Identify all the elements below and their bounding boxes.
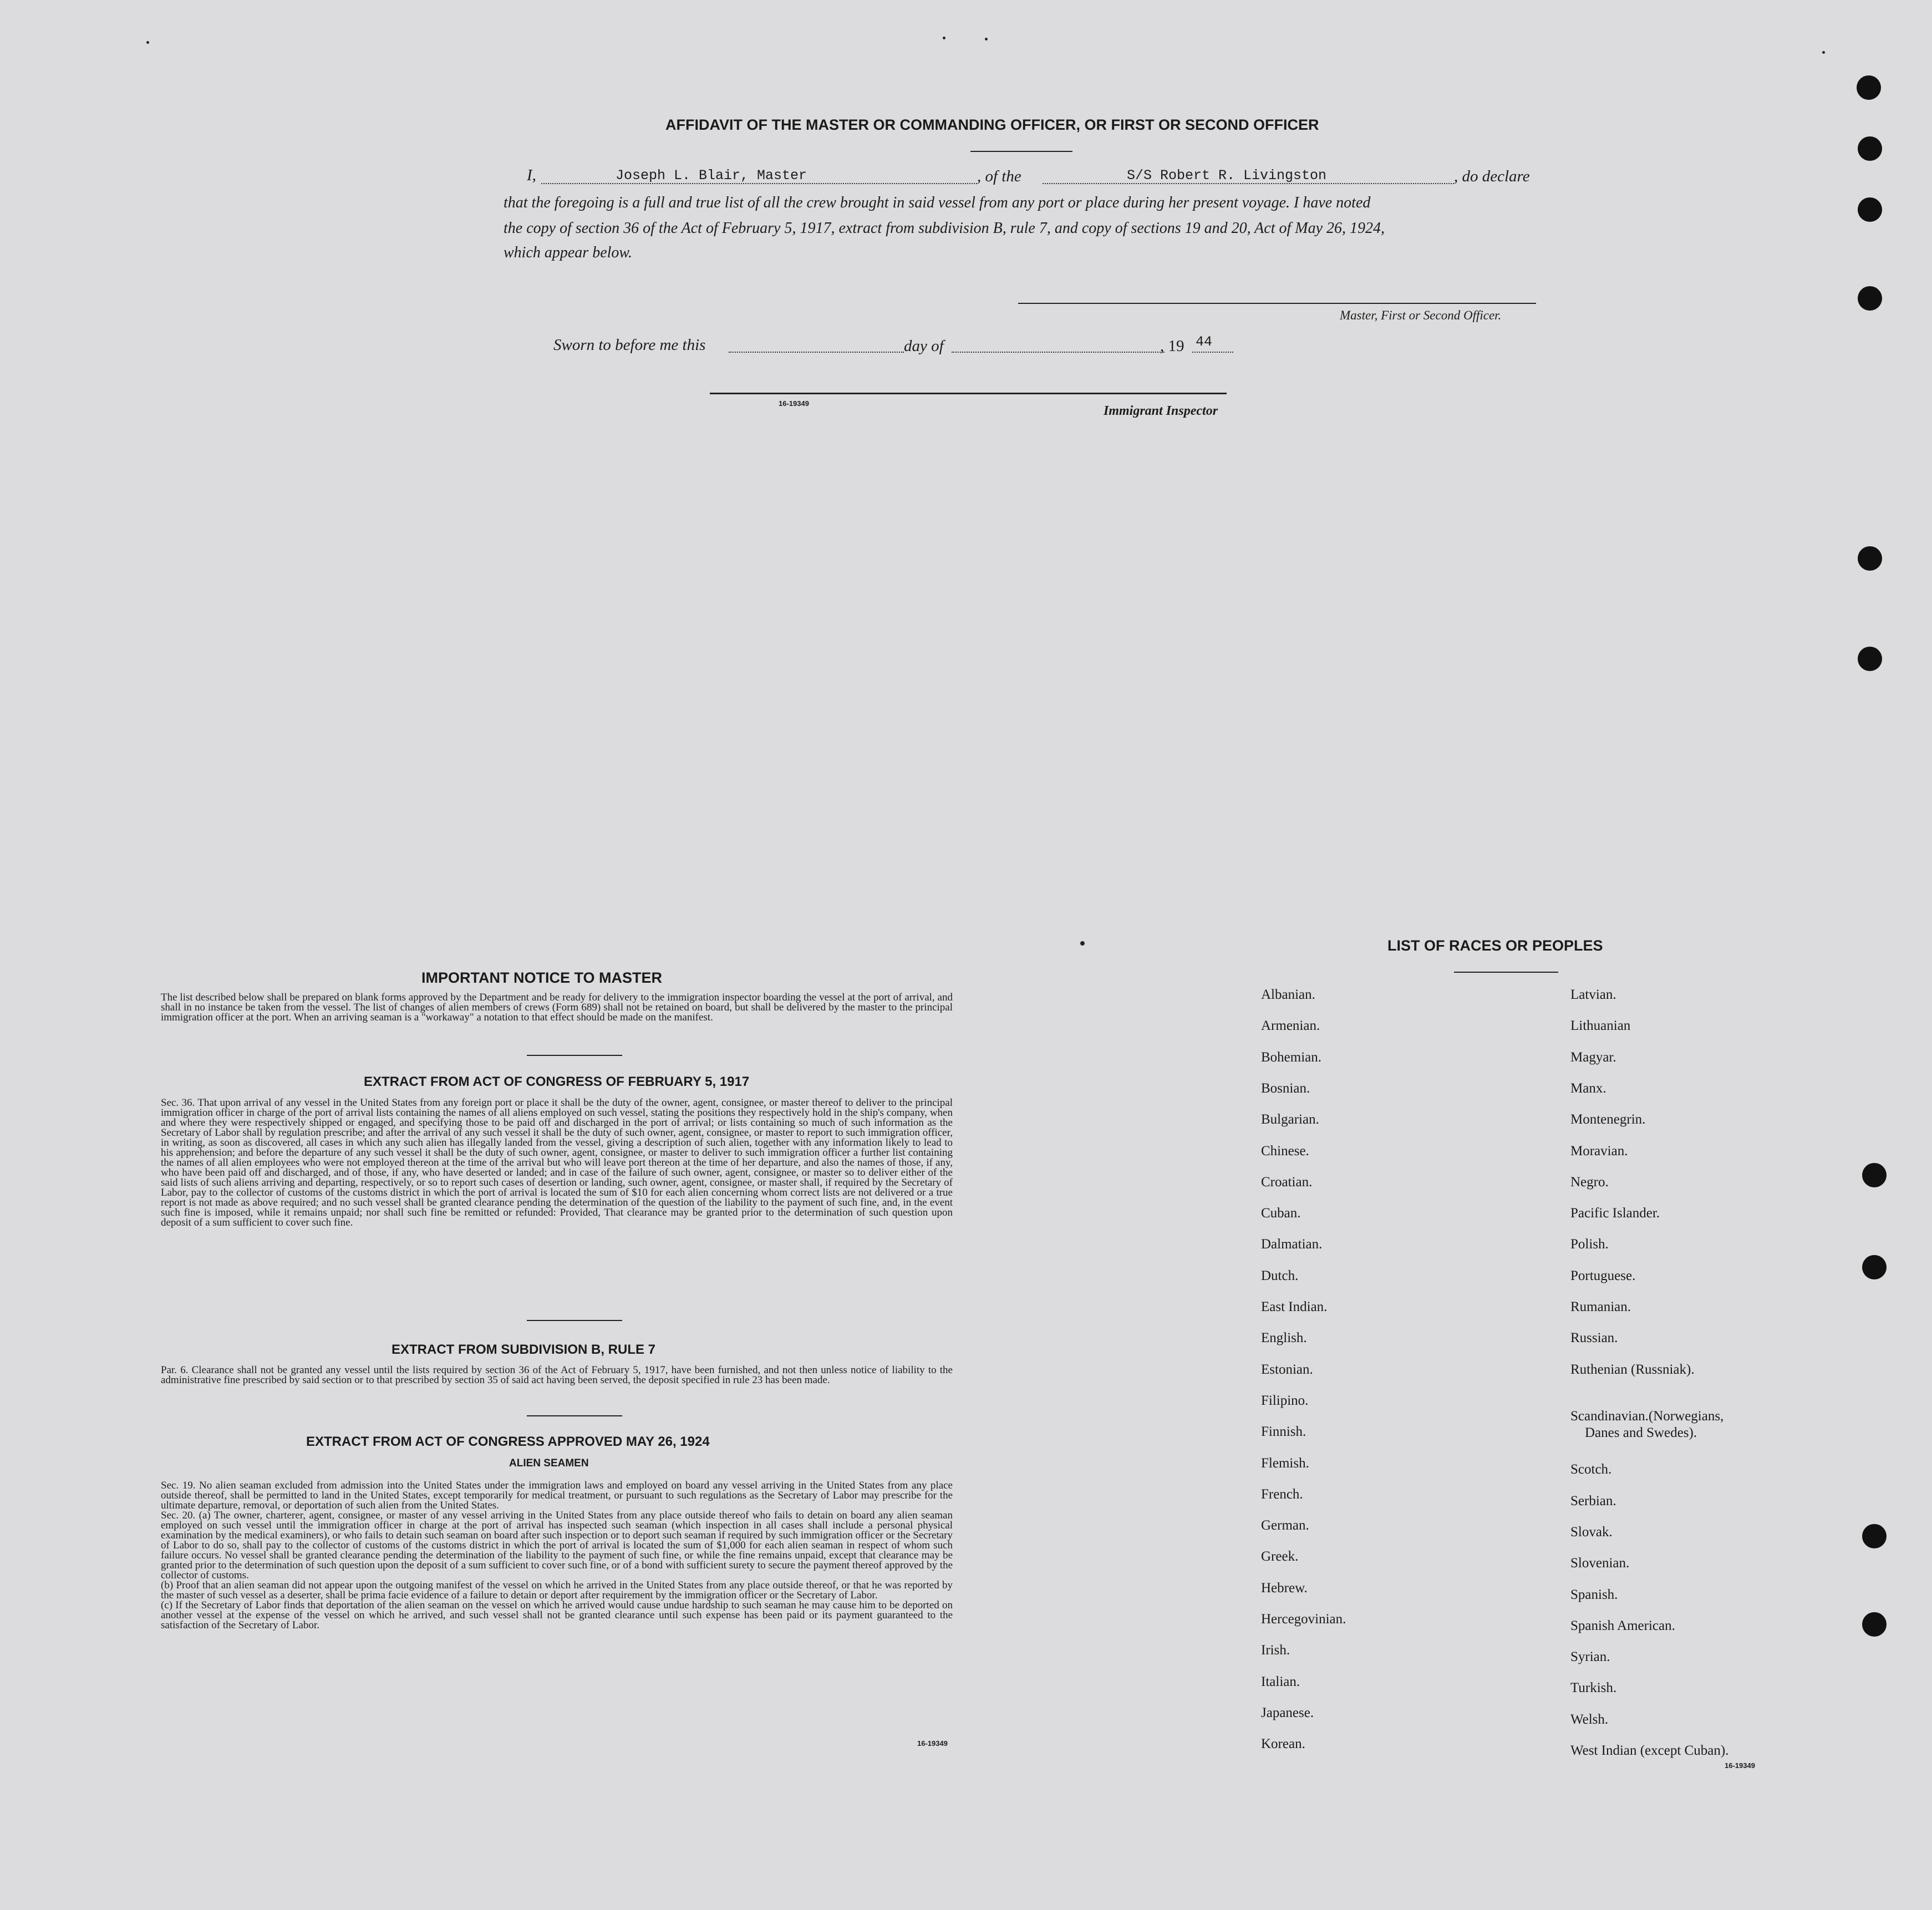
race-item: English.: [1261, 1330, 1307, 1345]
notice-title: IMPORTANT NOTICE TO MASTER: [421, 969, 662, 986]
extract-1917-divider: [527, 1320, 622, 1321]
race-item: Italian.: [1261, 1674, 1300, 1689]
race-item: Ruthenian (Russniak).: [1570, 1362, 1695, 1377]
race-item: Armenian.: [1261, 1018, 1320, 1033]
speck: [1822, 51, 1825, 54]
race-item: Albanian.: [1261, 987, 1315, 1002]
race-item: Finnish.: [1261, 1424, 1306, 1439]
speck: [985, 38, 988, 40]
inspector-caption: Immigrant Inspector: [1104, 404, 1218, 418]
race-item: Turkish.: [1570, 1680, 1617, 1695]
extract-1924-title: EXTRACT FROM ACT OF CONGRESS APPROVED MAY 26, 1924: [306, 1434, 710, 1449]
punch-hole: [1858, 647, 1882, 671]
inspector-signature-line[interactable]: [710, 393, 1227, 394]
sec-20b: (b) Proof that an alien seaman did not appear upon the outgoing manifest of the vessel on which he arrived in the United States from any place outside thereof, or that he was reported by the master of such vessel as a deserter, shall be prima facie evidence of a failure to detain or deport after requirement by the immigration officer or the Secretary of Labor.: [161, 1579, 953, 1601]
extract-rule7-body: Par. 6. Clearance shall not be granted any vessel until the lists required by section 36 of the Act of February 5, 1917, have been furnished, and not then unless notice of liability to the administrative fine prescribed by said section or to that prescribed by section 35 of said act having been served, the deposit specified in rule 23 has been made.: [161, 1364, 953, 1386]
punch-hole: [1862, 1524, 1887, 1548]
sworn-label: Sworn to before me this: [553, 336, 706, 354]
race-item: Filipino.: [1261, 1393, 1309, 1408]
races-divider: [1454, 972, 1558, 973]
race-item: Polish.: [1570, 1237, 1609, 1252]
race-item: Pacific Islander.: [1570, 1206, 1660, 1221]
race-item: Bohemian.: [1261, 1050, 1322, 1065]
affidavit-line4: which appear below.: [504, 244, 633, 261]
race-item: Estonian.: [1261, 1362, 1313, 1377]
extract-1924-body: [161, 1481, 953, 1630]
race-item: Flemish.: [1261, 1456, 1309, 1471]
affidavit-line2: that the foregoing is a full and true list of all the crew brought in said vessel from any port or place during her present voyage. I have noted: [504, 194, 1371, 211]
races-title: LIST OF RACES OR PEOPLES: [1387, 937, 1603, 954]
year-prefix: , 19: [1160, 337, 1184, 355]
race-item: Chinese.: [1261, 1144, 1309, 1159]
race-item: Danes and Swedes).: [1585, 1425, 1697, 1440]
affidavit-title: AFFIDAVIT OF THE MASTER OR COMMANDING OFFICER, OR FIRST OR SECOND OFFICER: [665, 116, 1319, 133]
extract-1917-title: EXTRACT FROM ACT OF CONGRESS OF FEBRUARY 5, 1917: [364, 1074, 750, 1089]
race-item: Dalmatian.: [1261, 1237, 1323, 1252]
race-item: Portuguese.: [1570, 1268, 1636, 1283]
do-declare-label: , do declare: [1454, 167, 1530, 185]
extract-form-number: 16-19349: [917, 1739, 948, 1748]
race-item: Spanish.: [1570, 1587, 1618, 1602]
race-item: Japanese.: [1261, 1705, 1314, 1720]
race-item: East Indian.: [1261, 1299, 1328, 1314]
punch-hole: [1862, 1163, 1887, 1187]
race-item: French.: [1261, 1487, 1303, 1502]
race-item: Korean.: [1261, 1736, 1305, 1751]
extract-rule7-title: EXTRACT FROM SUBDIVISION B, RULE 7: [392, 1342, 656, 1357]
punch-hole: [1857, 75, 1881, 100]
race-item: Hebrew.: [1261, 1581, 1308, 1596]
speck: [943, 37, 945, 39]
notice-body: The list described below shall be prepared on blank forms approved by the Department and be ready for delivery to the immigration inspector boarding the vessel at the port of arrival, and shall in no instance be taken from the vessel. The list of changes of alien members of crews (Form 689) shall not be retained on board, but shall be delivered by the master to the principal immigration officer at the port. When an arriving seaman is a "workaway" a notation to that effect should be made on the manifest.: [161, 992, 953, 1023]
race-item: Greek.: [1261, 1549, 1299, 1564]
affidavit-line3: the copy of section 36 of the Act of February 5, 1917, extract from subdivision B, rule 7, and copy of sections 19 and 20, Act of May 26, 1924,: [504, 220, 1385, 237]
punch-hole: [1862, 1255, 1887, 1279]
race-item: Slovenian.: [1570, 1556, 1630, 1571]
race-item: Scotch.: [1570, 1462, 1612, 1477]
race-item: Bosnian.: [1261, 1081, 1310, 1096]
vessel-name-value: S/S Robert R. Livingston: [1127, 167, 1327, 184]
signature-line[interactable]: [1018, 303, 1536, 304]
race-item: Croatian.: [1261, 1175, 1313, 1190]
speck: [146, 41, 149, 44]
speck: [1080, 941, 1085, 946]
extract-1924-subtitle: ALIEN SEAMEN: [509, 1457, 589, 1469]
punch-hole: [1858, 546, 1882, 571]
master-name-value: Joseph L. Blair, Master: [616, 167, 807, 184]
race-item: Hercegovinian.: [1261, 1612, 1346, 1627]
race-item: Welsh.: [1570, 1712, 1609, 1727]
i-label: I,: [527, 166, 536, 184]
punch-hole: [1862, 1612, 1887, 1637]
race-item: Latvian.: [1570, 987, 1616, 1002]
race-item: Scandinavian.(Norwegians,: [1570, 1409, 1724, 1424]
race-item: Bulgarian.: [1261, 1112, 1319, 1127]
sec-20c: (c) If the Secretary of Labor finds that deportation of the alien seaman on the vessel on which he arrived would cause undue hardship to such seaman he may cause him to be deported on another vessel at the expense of the vessel on which he arrived, and such vessel shall not be granted clearance until such expense has been paid or its payment guaranteed to the satisfaction of the Secretary of Labor.: [161, 1599, 953, 1631]
race-item: Moravian.: [1570, 1144, 1628, 1159]
race-item: Cuban.: [1261, 1206, 1301, 1221]
notice-divider: [527, 1055, 622, 1056]
race-item: Dutch.: [1261, 1268, 1299, 1283]
race-item: Russian.: [1570, 1330, 1618, 1345]
race-item: Serbian.: [1570, 1494, 1616, 1508]
extract-rule7-divider: [527, 1415, 622, 1416]
race-item: West Indian (except Cuban).: [1570, 1743, 1729, 1758]
punch-hole: [1858, 197, 1882, 222]
sec-19: Sec. 19. No alien seaman excluded from admission into the United States under the immigration laws and employed on board any vessel arriving in the United States from any place outside thereof, shall be permitted to land in the United States, except temporarily for medical treatment, or pursuant to such regulations as the Secretary of Labor may prescribe for the ultimate departure, removal, or deportation of such alien from the United States.: [161, 1480, 953, 1511]
race-item: Irish.: [1261, 1643, 1290, 1658]
title-divider: [970, 151, 1072, 152]
sworn-month-line[interactable]: [952, 352, 1165, 353]
race-item: Magyar.: [1570, 1050, 1616, 1065]
punch-hole: [1858, 136, 1882, 161]
sworn-day-line[interactable]: [729, 352, 904, 353]
race-item: Manx.: [1570, 1081, 1606, 1096]
signature-caption: Master, First or Second Officer.: [1340, 308, 1502, 322]
affidavit-line1: [527, 166, 536, 185]
day-of-label: day of: [904, 337, 944, 355]
races-form-number: 16-19349: [1725, 1761, 1755, 1770]
race-item: Montenegrin.: [1570, 1112, 1646, 1127]
race-item: Lithuanian: [1570, 1018, 1631, 1033]
sec-20a: Sec. 20. (a) The owner, charterer, agent, consignee, or master of any vessel arriving in the United States from any place outside thereof who fails to detain on board any alien seaman employed on such vessel until the immigration officer in charge at the port of arrival has inspected such seaman (which inspection in all cases shall include a personal physical examination by the medical examiners), or who fails to detain such seaman on board after such inspection or to deport such seaman if required by such immigration officer or the Secretary of Labor to do so, shall pay to the collector of customs of the customs district in which the port of arrival is located the sum of $1,000 for each alien seaman in respect of whom such failure occurs. No vessel shall be granted clearance pending the determination of the liability to the payment of such fine, or while the fine remains unpaid, except that clearance may be granted prior to the determination of such question upon the deposit of a sum sufficient to cover such fine, or of a bond with sufficient surety to secure the payment thereof approved by the collector of customs.: [161, 1510, 953, 1581]
race-item: Rumanian.: [1570, 1299, 1631, 1314]
race-item: Slovak.: [1570, 1525, 1613, 1540]
extract-1917-body: Sec. 36. That upon arrival of any vessel in the United States from any foreign port or place it shall be the duty of the owner, agent, consignee, or master thereof to deliver to the principal immigration officer in charge of the port of arrival lists containing the names of all aliens employed on such vessel, stating the positions they respectively hold in the ship's company, when and where they were respectively shipped or engaged, and specifying those to be paid off and discharged in the port of arrival; or lists containing so much of such information as the Secretary of Labor shall by regulation prescribe; and after the arrival of any such vessel it shall be the duty of such owner, agent, consignee, or master to report to such immigration officer, in writing, as soon as discovered, all cases in which any such alien has illegally landed from the vessel, giving a description of such alien, together with any information likely to lead to his apprehension; and before the departure of any such vessel it shall be the duty of such owner, agent, consignee, or master to deliver to such immigration officer a further list containing the names of all alien employees who were not employed thereon at the time of the arrival but who will leave port thereon at the time of her departure, and also the names of those, if any, who have been paid off and discharged, and of those, if any, who have deserted or landed; and in case of the failure of such owner, agent, consignee, or master so to deliver either of the said lists of such aliens arriving and departing, respectively, or so to report such cases of desertion or landing, such owner, agent, consignee, or master shall, if required by the Secretary of Labor, pay to the collector of customs of the customs district in which the port of arrival is located the sum of $10 for each alien concerning whom correct lists are not delivered or a true report is not made as above required; and no such vessel shall be granted clearance pending the determination of the question of the liability to the payment of such fine, and, in the event such fine is imposed, while it remains unpaid; nor shall such fine be remitted or refunded: Provided, That clearance may be granted prior to the determination of such question upon deposit of a sum sufficient to cover such fine.: [161, 1097, 953, 1228]
race-item: Syrian.: [1570, 1649, 1610, 1664]
punch-hole: [1858, 286, 1882, 311]
year-line: [1192, 352, 1233, 353]
race-item: German.: [1261, 1518, 1309, 1533]
race-item: Spanish American.: [1570, 1618, 1675, 1633]
race-item: Negro.: [1570, 1175, 1609, 1190]
year-suffix: 44: [1196, 334, 1213, 350]
affidavit-form-number: 16-19349: [779, 399, 809, 408]
of-the-label: , of the: [977, 167, 1021, 185]
